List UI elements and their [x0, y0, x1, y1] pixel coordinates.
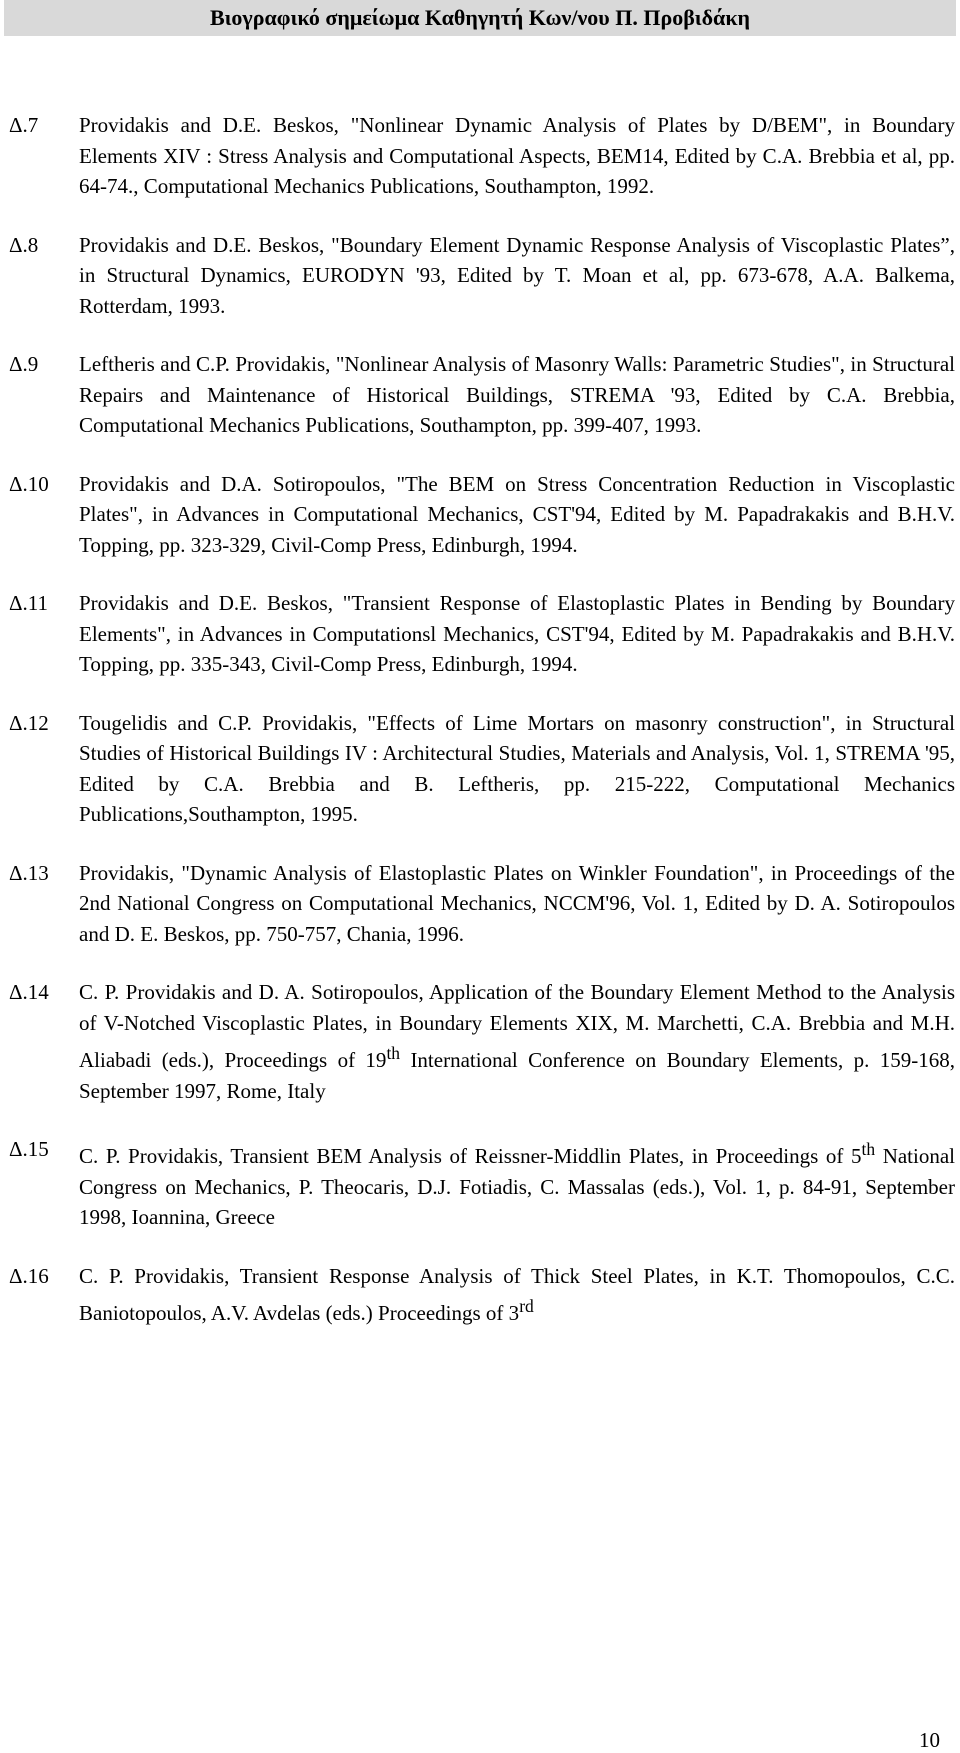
publication-entry: [0, 110, 960, 202]
entry-number: Δ.16: [9, 1263, 49, 1288]
publication-entry: [0, 1261, 960, 1329]
entry-text: [79, 977, 955, 1106]
publication-entry: [0, 977, 960, 1106]
entry-text: [79, 1261, 955, 1329]
publication-entry: [0, 588, 960, 680]
entry-text-part: C. P. Providakis, Transient Response Analysis of Thick Steel Plates, in K.T. Thomopoulos, C.C. Baniotopoulos, A.V. Avdelas (eds.) Proceedings of 3: [79, 1263, 955, 1325]
publication-entry: [0, 708, 960, 830]
entry-number: Δ.13: [9, 860, 49, 885]
ordinal-superscript: th: [386, 1043, 401, 1063]
ordinal-superscript: th: [861, 1139, 876, 1159]
ordinal-superscript: rd: [519, 1296, 534, 1316]
entry-text: Providakis and D.E. Beskos, "Boundary Element Dynamic Response Analysis of Viscoplastic Plates”, in Structural Dynamics, EURODYN '93, Edited by T. Moan et al, pp. 673-678, A.A. Balkema, Rotterdam, 1993.: [79, 232, 955, 318]
entry-text: Providakis and D.E. Beskos, "Transient Response of Elastoplastic Plates in Bending by Boundary Elements", in Advances in Computationsl Mechanics, CST'94, Edited by M. Papadrakakis and B.H.V. Topping, pp. 335-343, Civil-Comp Press, Edinburgh, 1994.: [79, 591, 955, 676]
publication-entry: [0, 230, 960, 322]
entry-text: Leftheris and C.P. Providakis, "Nonlinear Analysis of Masonry Walls: Parametric Studies", in Structural Repairs and Maintenance of Historical Buildings, STREMA '93, Edited by C.A. Brebbia, Computational Mechanics Publications, Southampton, pp. 399-407, 1993.: [79, 352, 955, 437]
entry-text: Providakis, "Dynamic Analysis of Elastoplastic Plates on Winkler Foundation", in Proceedings of the 2nd National Congress on Computational Mechanics, NCCM'96, Vol. 1, Edited by D. A. Sotiropoulos and D. E. Beskos, pp. 750-757, Chania, 1996.: [79, 860, 955, 946]
entry-number: Δ.15: [9, 1137, 49, 1161]
entry-text: Providakis and D.E. Beskos, "Nonlinear Dynamic Analysis of Plates by D/BEM", in Boundary Elements XIV : Stress Analysis and Computational Aspects, BEM14, Edited by C.A. Brebbia et al, pp. 64-74., Computational Mechanics Publications, Southampton, 1992.: [79, 113, 955, 198]
entry-number: Δ.14: [9, 980, 49, 1004]
publication-entry: [0, 469, 960, 561]
header-title: Βιογραφικό σημείωμα Καθηγητή Κων/νου Π. Προβιδάκη: [209, 5, 751, 30]
page-number: 10: [919, 1728, 940, 1752]
entry-text-part: National Congress on Mechanics, P. Theocaris, D.J. Fotiadis, C. Massalas (eds.), Vol. 1, p. 84-91, September 1998, Ioannina, Greece: [79, 1144, 956, 1229]
entry-number: Δ.9: [9, 352, 39, 376]
entry-number: Δ.8: [9, 232, 39, 257]
entry-text: [79, 1134, 955, 1233]
entry-number: Δ.7: [9, 113, 39, 137]
entry-text-part: International Conference on Boundary Elements, p. 159-168, September 1997, Rome, Italy: [79, 1048, 955, 1103]
publication-entry: [0, 858, 960, 950]
entry-number: Δ.10: [9, 471, 49, 496]
entry-text-part: C. P. Providakis and D. A. Sotiropoulos, Application of the Boundary Element Method to the Analysis of V-Notched Viscoplastic Plates, in Boundary Elements XIX, M. Marchetti, C.A. Brebbia and M.H. Aliabadi (eds.), Proceedings of 19: [79, 980, 955, 1072]
entry-text: Providakis and D.A. Sotiropoulos, "The BEM on Stress Concentration Reduction in Viscoplastic Plates", in Advances in Computational Mechanics, CST'94, Edited by M. Papadrakakis and B.H.V. Topping, pp. 323-329, Civil-Comp Press, Edinburgh, 1994.: [79, 471, 955, 557]
entry-text-part: C. P. Providakis, Transient BEM Analysis of Reissner-Middlin Plates, in Proceedings of 5: [79, 1144, 862, 1168]
entry-text: Tougelidis and C.P. Providakis, "Effects of Lime Mortars on masonry construction", in Structural Studies of Historical Buildings IV : Architectural Studies, Materials and Analysis, Vol. 1, STREMA '95, Edited by C.A. Brebbia and B. Leftheris, pp. 215-222, Computational Mechanics Publications,Southampton, 1995.: [79, 710, 955, 826]
publication-entry: [0, 349, 960, 441]
publication-entry: [0, 1134, 960, 1233]
publication-list: [0, 110, 960, 1357]
entry-number: Δ.12: [9, 710, 49, 735]
page-header: [4, 0, 956, 36]
entry-number: Δ.11: [9, 591, 48, 615]
